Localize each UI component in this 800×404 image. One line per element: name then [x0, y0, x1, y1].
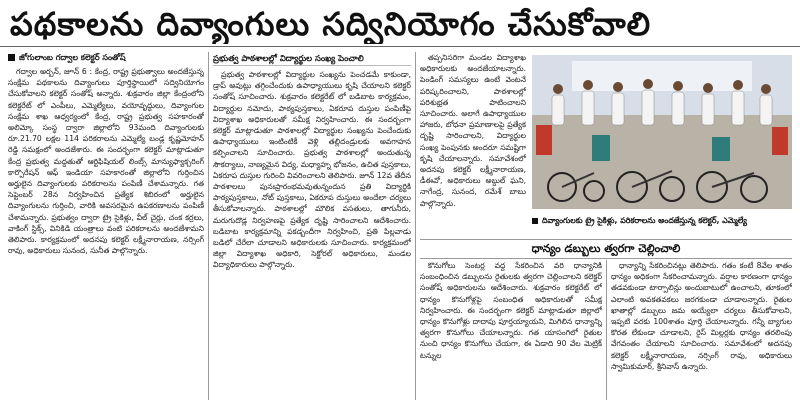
page-headline: పథకాలను దివ్యాంగులు సద్వినియోగం చేసుకోవాలి — [10, 5, 652, 43]
column-divider — [606, 260, 607, 400]
event-photo — [532, 55, 792, 209]
bullet-square-icon — [532, 218, 538, 224]
article-body-3-bottom: కొనుగోలు సెంటర్ల వద్ద సేకరించిన వరి ధాన్యానికి సంబంధించిన డబ్బులను రైతులకు త్వరగా చెల్లించాలని కలెక్టర్ సంతోష్ అధికారులను ఆదేశించారు. శుక్రవారం కలెక్టరేట్ లో ధాన్యం కొనుగోళ్లపై సంబంధిత అధికారులతో సమీక్ష నిర్వహించారు. ఈ సందర్భంగా కలెక్టర్ మాట్లాడుతూ జిల్లాలో ధాన్యం కొనుగోళ్లు దాదాపు పూర్తయ్యాయని, మిగిలిన ధాన్యాన్ని త్వరగా కొనుగోలు చేయాలన్నారు. గత యాసంగిలో రైతుల నుంచి ధాన్యం కొనుగోలు చేయగా, ఈ ఏడాది 90 వేల మెట్రిక్ టన్నుల — [420, 261, 602, 360]
article-body-3-top: తప్పనిసరిగా మండల విద్యాశాఖ అధికారులకు అందజేయాలన్నారు. పెండింగ్ సమస్యలు ఉంటే వెంటనే పరిష్కరించాలని, పాఠశాలల్లో పరిశుభ్రత పాటించాలని సూచించారు. అలాగే ఉపాధ్యాయుల హాజరు, బోధనా ప్రమాణాలపై ప్రత్యేక దృష్టి సారించాలని, విద్యార్థుల సంఖ్య పెంపునకు అందరూ సమష్టిగా కృషి చేయాలన్నారు. సమావేశంలో అదనపు కలెక్టర్ లక్ష్మీనారాయణ, డీఈవో, అధికారులు అబ్దుల్ ఘని, నాగేంద్ర, సునంద, రమేశ్ బాబు పాల్గొన్నారు. — [420, 53, 526, 208]
photo-caption-text: దివ్యాంగులకు ట్రై సైకిళ్లు, పరికరాలను అందజేస్తున్న కలెక్టర్, ఎమ్మెల్యే — [542, 216, 747, 225]
dateline-text: జోగులాంబ గద్వాల కలెక్టర్ సంతోష్ — [19, 53, 126, 62]
article-subhead-3: ధాన్యం డబ్బులు త్వరగా చెల్లించాలి — [420, 239, 792, 259]
headline-divider — [0, 46, 800, 47]
photo-caption — [532, 212, 792, 230]
bullet-square-icon — [8, 54, 15, 61]
article-column-3-top — [420, 52, 526, 234]
article-body-4: ధాన్యాన్ని సేకరించినట్లు తెలిపారు. గతం కంటే 8వేల శాతం ధాన్యం అధికంగా సేకరించామన్నారు. వర్షాల కారణంగా ధాన్యం తడవకుండా టార్పాలిన్లు అందుబాటులో ఉంచాలని, తూకంలో ఎలాంటి అవకతవకలు జరగకుండా చూడాలన్నారు. రైతుల ఖాతాల్లో డబ్బులు జమ అయ్యేలా చర్యలు తీసుకోవాలని, ఇప్పటి వరకు 100శాతం పూర్తి చేయాలన్నారు. గన్నీ బ్యాగుల కొరత లేకుండా చూడాలని, రైస్ మిల్లర్లకు ధాన్యం తరలింపు వేగవంతం చేయాలని సూచించారు. సమావేశంలో అదనపు కలెక్టర్ లక్ష్మీనారాయణ, నర్సింగ్ రావు, అధికారులు స్వామికుమార్, శ్రీనివాస్ ఉన్నారు. — [611, 261, 792, 371]
column-divider — [415, 52, 416, 400]
article-body-1: గద్వాల అర్బన్, జూన్ 6 : కేంద్ర, రాష్ట్ర ప్రభుత్వాలు అందజేస్తున్న సంక్షేమ పథకాలను దివ్యాంగులు పూర్తిస్థాయిలో సద్వినియోగం చేసుకోవాలని కలెక్టర్ సంతోష్ అన్నారు. శుక్రవారం జిల్లా కేంద్రంలోని కలెక్టరేట్ లో ఎంపీలు, ఎమ్మెల్యేలు, వయోవృద్ధులు, దివ్యాంగుల సంక్షేమ శాఖ ఆధ్వర్యంలో కేంద్ర, రాష్ట్ర ప్రభుత్వ సహకారంతో అలిమ్కో సంస్థ ద్వారా జిల్లాలోని 93మంది దివ్యాంగులకు రూ.21.70 లక్షల 114 పరికరాలను ఎమ్మెల్యే బండ్ల కృష్ణమోహన్ రెడ్డి సమక్షంలో అందజేశారు. ఈ సందర్భంగా కలెక్టర్ మాట్లాడుతూ కేంద్ర ప్రభుత్వ మద్దతుతో ఆర్టిఫిషియల్ లింబ్స్ మాన్యుఫ్యాక్చరింగ్ కార్పొరేషన్ ఆఫ్ ఇండియా సహకారంతో జిల్లాలోని గుర్తించిన అర్హులైన దివ్యాంగులకు పరికరాలను పంపిణీ చేశామన్నారు. గత సెప్టెంబర్ 28న నిర్వహించిన ప్రత్యేక శిబిరంలో అర్హులైన దివ్యాంగులను గుర్తించి, వారికి అవసరమైన ఉపకరణాలను పంపిణీ చేశామన్నారు. ప్రభుత్వం ద్వారా ట్రై సైకిళ్లు, వీల్ చైర్లు, చంక కర్రలు, వాకింగ్ స్టిక్స్, వినికిడి యంత్రాలు వంటి పరికరాలను అందజేశామని తెలిపారు. కార్యక్రమంలో అదనపు కలెక్టర్ లక్ష్మీనారాయణ, నర్సింగ్ రావు, అధికారులు సునంద, సునీత పాల్గొన్నారు. — [8, 67, 204, 256]
article-body-2: ప్రభుత్వ పాఠశాలల్లో విద్యార్థుల సంఖ్యను పెంచడమే కాకుండా, డ్రాప్ అవుట్లు తగ్గించేందుకు ఉపాధ్యాయులు కృషి చేయాలని కలెక్టర్ సంతోష్ సూచించారు. శుక్రవారం కలెక్టరేట్ లో బడిబాట కార్యక్రమం, విద్యార్థుల నమోదు, పాఠ్యపుస్తకాలు, ఏకరూప దుస్తుల పంపిణీపై విద్యాశాఖ అధికారులతో సమీక్ష నిర్వహించారు. ఈ సందర్భంగా కలెక్టర్ మాట్లాడుతూ పాఠశాలల్లో విద్యార్థుల సంఖ్యను పెంచేందుకు ఉపాధ్యాయులు ఇంటింటికీ వెళ్లి తల్లిదండ్రులకు అవగాహన కల్పించాలని సూచించారు. ప్రభుత్వ పాఠశాలల్లో అందుతున్న సౌకర్యాలు, నాణ్యమైన విద్య, మధ్యాహ్న భోజనం, ఉచిత పుస్తకాలు, ఏకరూప దుస్తుల గురించి వివరించాలని తెలిపారు. జూన్ 12వ తేదీన పాఠశాలలు పునఃప్రారంభమవుతున్నందున ప్రతి విద్యార్థికి పాఠ్యపుస్తకాలు, నోట్ పుస్తకాలు, ఏకరూప దుస్తులు అందేలా చర్యలు తీసుకోవాలన్నారు. పాఠశాలల్లో మౌలిక వసతులు, తాగునీరు, మరుగుదొడ్ల నిర్వహణపై ప్రత్యేక దృష్టి సారించాలని ఆదేశించారు. బడిబాట కార్యక్రమాన్ని పకడ్బందీగా నిర్వహించి, ప్రతి పిల్లవాడు బడిలో చేరేలా చూడాలని అధికారులకు సూచించారు. కార్యక్రమంలో జిల్లా విద్యాశాఖ అధికారి, సెక్టోరల్ అధికారులు, మండల విద్యాధికారులు పాల్గొన్నారు. — [213, 70, 411, 270]
dateline — [8, 52, 204, 63]
article-column-3-bottom — [420, 260, 602, 400]
article-column-4 — [611, 260, 792, 400]
article-subhead-2: ప్రభుత్వ పాఠశాలల్లో విద్యార్థుల సంఖ్య పెంచాలి — [213, 52, 411, 66]
column-divider — [208, 52, 209, 400]
article-column-1 — [8, 52, 204, 400]
article-column-2 — [213, 52, 411, 400]
photo-illustration — [532, 55, 792, 209]
